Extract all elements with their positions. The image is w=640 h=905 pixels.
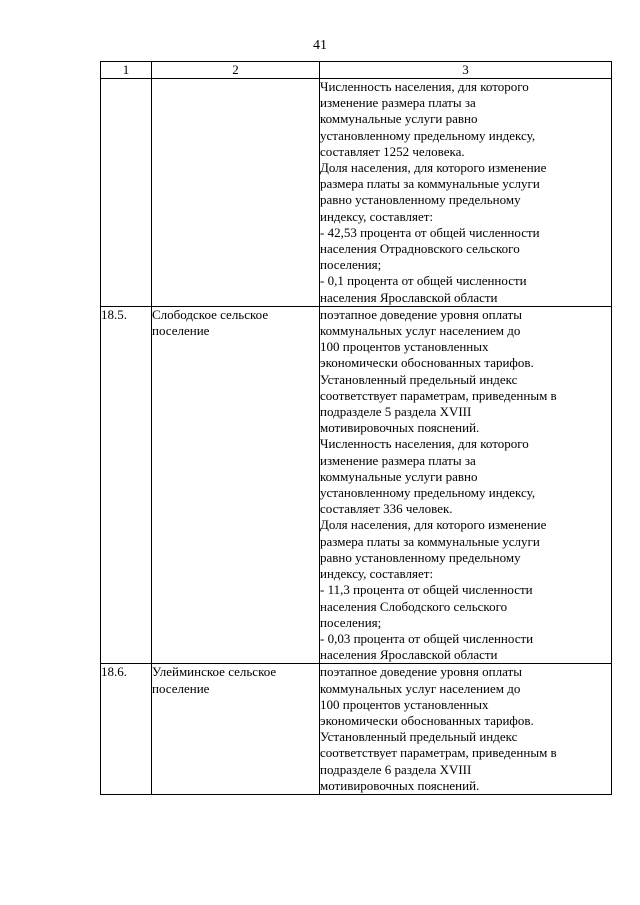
description-line: экономически обоснованных тарифов.: [320, 355, 534, 371]
description-line: населения Слободского сельского: [320, 598, 508, 614]
description-line: населения Ярославской области: [320, 289, 498, 305]
description-line: равно установленному предельному: [320, 192, 521, 208]
description-cell: [320, 79, 612, 307]
settlement-name: [152, 306, 320, 663]
description-line: размера платы за коммунальные услуги: [320, 176, 540, 192]
description-line: Доля населения, для которого изменение: [320, 517, 547, 533]
description-line: мотивировочных пояснений.: [320, 777, 480, 793]
table-row: [101, 664, 612, 795]
description-line: изменение размера платы за: [320, 95, 476, 111]
description-line: равно установленному предельному: [320, 549, 521, 565]
description-line: соответствует параметрам, приведенным в: [320, 745, 557, 761]
header-col-2: 2: [152, 62, 320, 79]
table-row: [101, 79, 612, 307]
description-line: составляет 336 человек.: [320, 501, 453, 517]
description-line: подразделе 5 раздела XVIII: [320, 404, 472, 420]
settlement-name-line: поселение: [152, 680, 210, 696]
description-line: установленному предельному индексу,: [320, 127, 536, 143]
table-row: [101, 306, 612, 663]
description-line: подразделе 6 раздела XVIII: [320, 761, 472, 777]
description-line: установленному предельному индексу,: [320, 485, 536, 501]
description-line: мотивировочных пояснений.: [320, 420, 480, 436]
row-number: [101, 79, 152, 307]
description-line: Доля населения, для которого изменение: [320, 160, 547, 176]
row-number: 18.6.: [101, 664, 152, 795]
description-line: экономически обоснованных тарифов.: [320, 712, 534, 728]
table-header-row: [101, 62, 612, 79]
description-line: Численность населения, для которого: [320, 79, 529, 94]
description-line: - 0,03 процента от общей численности: [320, 630, 534, 646]
description-line: составляет 1252 человека.: [320, 143, 465, 159]
settlement-name-line: поселение: [152, 323, 210, 339]
header-col-1: 1: [101, 62, 152, 79]
description-line: - 11,3 процента от общей численности: [320, 582, 533, 598]
document-table: [100, 61, 612, 795]
description-line: Установленный предельный индекс: [320, 729, 518, 745]
description-line: индексу, составляет:: [320, 566, 434, 582]
settlement-name: [152, 664, 320, 795]
row-number: 18.5.: [101, 306, 152, 663]
page-number: 41: [313, 38, 327, 53]
description-line: поселения;: [320, 257, 382, 273]
settlement-name: [152, 79, 320, 307]
description-line: индексу, составляет:: [320, 208, 434, 224]
description-cell: [320, 664, 612, 795]
description-line: размера платы за коммунальные услуги: [320, 533, 540, 549]
description-line: поселения;: [320, 614, 382, 630]
description-line: коммунальных услуг населением до: [320, 680, 521, 696]
description-line: поэтапное доведение уровня оплаты: [320, 306, 522, 322]
settlement-name-line: Улейминское сельское: [152, 664, 277, 680]
description-line: 100 процентов установленных: [320, 339, 489, 355]
description-line: - 0,1 процента от общей численности: [320, 273, 527, 289]
description-cell: [320, 306, 612, 663]
description-line: соответствует параметрам, приведенным в: [320, 387, 557, 403]
description-line: Численность населения, для которого: [320, 436, 529, 452]
description-line: коммунальные услуги равно: [320, 111, 478, 127]
header-col-3: 3: [320, 62, 612, 79]
description-line: коммунальных услуг населением до: [320, 323, 521, 339]
settlement-name-line: Слободское сельское: [152, 306, 269, 322]
description-line: Установленный предельный индекс: [320, 371, 518, 387]
description-line: поэтапное доведение уровня оплаты: [320, 664, 522, 680]
description-line: населения Ярославской области: [320, 647, 498, 663]
description-line: 100 процентов установленных: [320, 696, 489, 712]
description-line: изменение размера платы за: [320, 452, 476, 468]
description-line: коммунальные услуги равно: [320, 468, 478, 484]
description-line: - 42,53 процента от общей численности: [320, 224, 540, 240]
description-line: населения Отрадновского сельского: [320, 241, 520, 257]
